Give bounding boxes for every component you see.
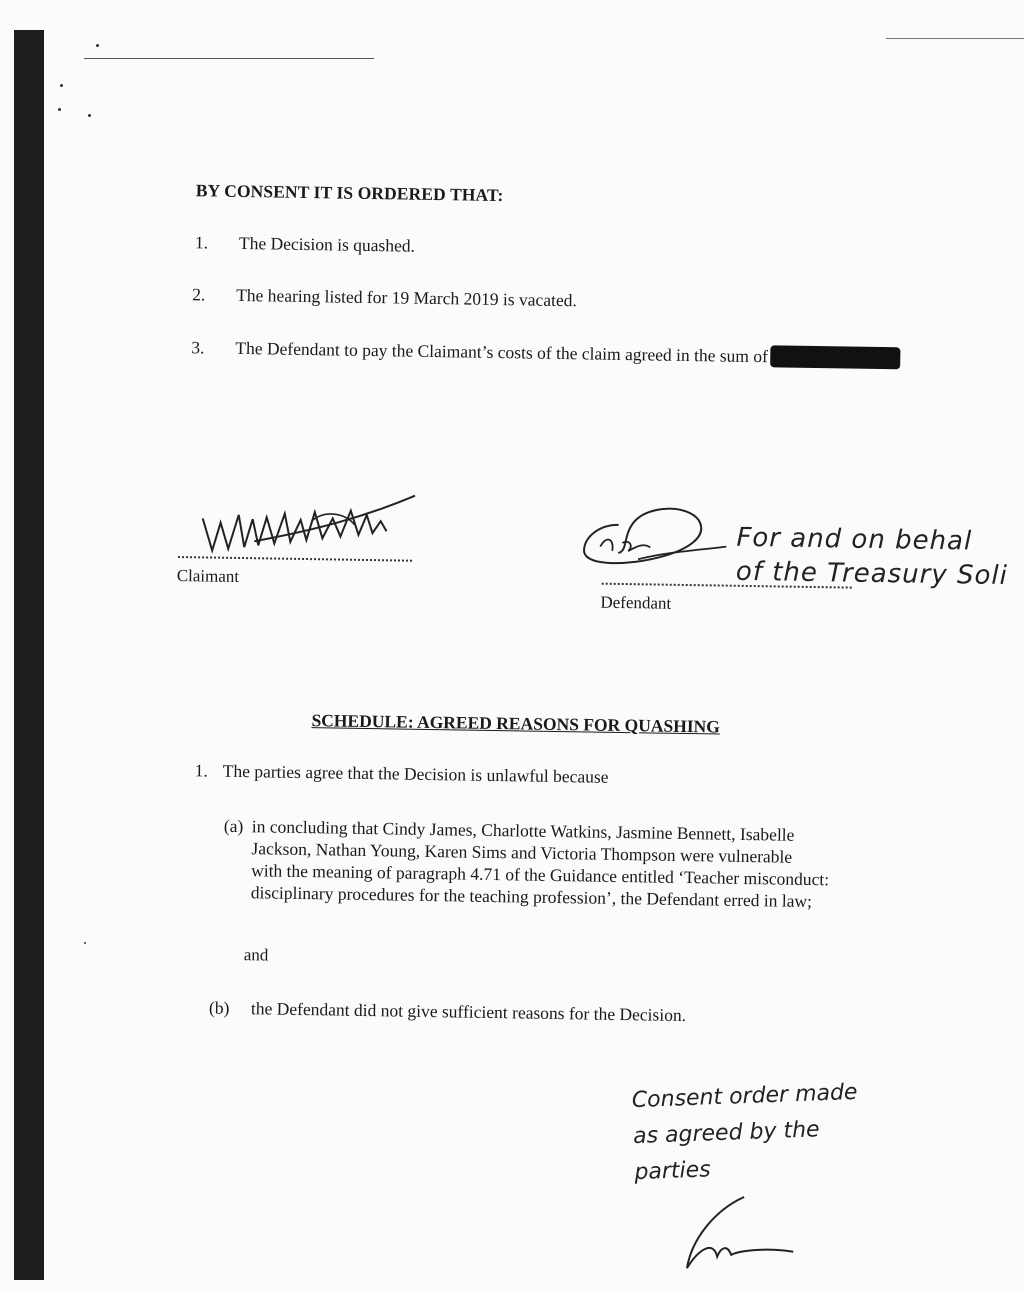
subparagraph-line: the Defendant did not give sufficient reasons for the Decision. [250,998,687,1026]
handwritten-line: Consent order made [631,1079,858,1114]
order-item [192,284,577,311]
subparagraph-marker: (b) [208,997,230,1018]
conjunction-and: and [243,945,269,965]
order-item-number: 3. [191,337,205,358]
subparagraph-line: with the meaning of paragraph 4.71 of the Guidance entitled ‘Teacher misconduct: [251,860,830,890]
handwritten-line: as agreed by the [632,1117,821,1150]
judge-initials-signature [673,1190,804,1282]
schedule-paragraph [195,760,609,787]
schedule-paragraph-text: The parties agree that the Decision is unlawful because [222,760,609,787]
order-item-number: 2. [192,284,206,305]
order-item-text: The Defendant to pay the Claimant’s costs of the claim agreed in the sum of [235,337,769,367]
order-item [195,232,415,256]
order-item-number: 1. [194,232,209,253]
schedule-paragraph-number: 1. [194,760,209,781]
order-heading: BY CONSENT IT IS ORDERED THAT: [195,180,504,206]
defendant-signature [578,494,729,576]
subparagraph-line: disciplinary procedures for the teaching profession’, the Defendant erred in law; [250,882,813,912]
claimant-label: Claimant [176,565,240,586]
order-item-text: The Decision is quashed. [238,232,416,256]
claimant-signature [194,488,425,562]
schedule-subparagraph-a [223,815,830,912]
defendant-label: Defendant [600,592,672,613]
court-handwritten-note [631,1075,861,1191]
order-item-text: The hearing listed for 19 March 2019 is vacated. [236,284,577,311]
redaction-block [770,345,900,369]
subparagraph-line: Jackson, Nathan Young, Karen Sims and Victoria Thompson were vulnerable [251,838,793,867]
schedule-subparagraph-b [208,997,687,1026]
handwritten-line: of the Treasury Soli [735,556,1009,592]
subparagraph-marker: (a) [223,815,244,837]
handwritten-line: For and on behal [736,522,973,557]
schedule-title: SCHEDULE: AGREED REASONS FOR QUASHING [311,710,721,737]
subparagraph-line: in concluding that Cindy James, Charlotte Watkins, Jasmine Bennett, Isabelle [251,816,795,845]
handwritten-line: parties [634,1157,712,1186]
defendant-handwritten-note [736,521,1009,593]
order-item [191,336,900,369]
